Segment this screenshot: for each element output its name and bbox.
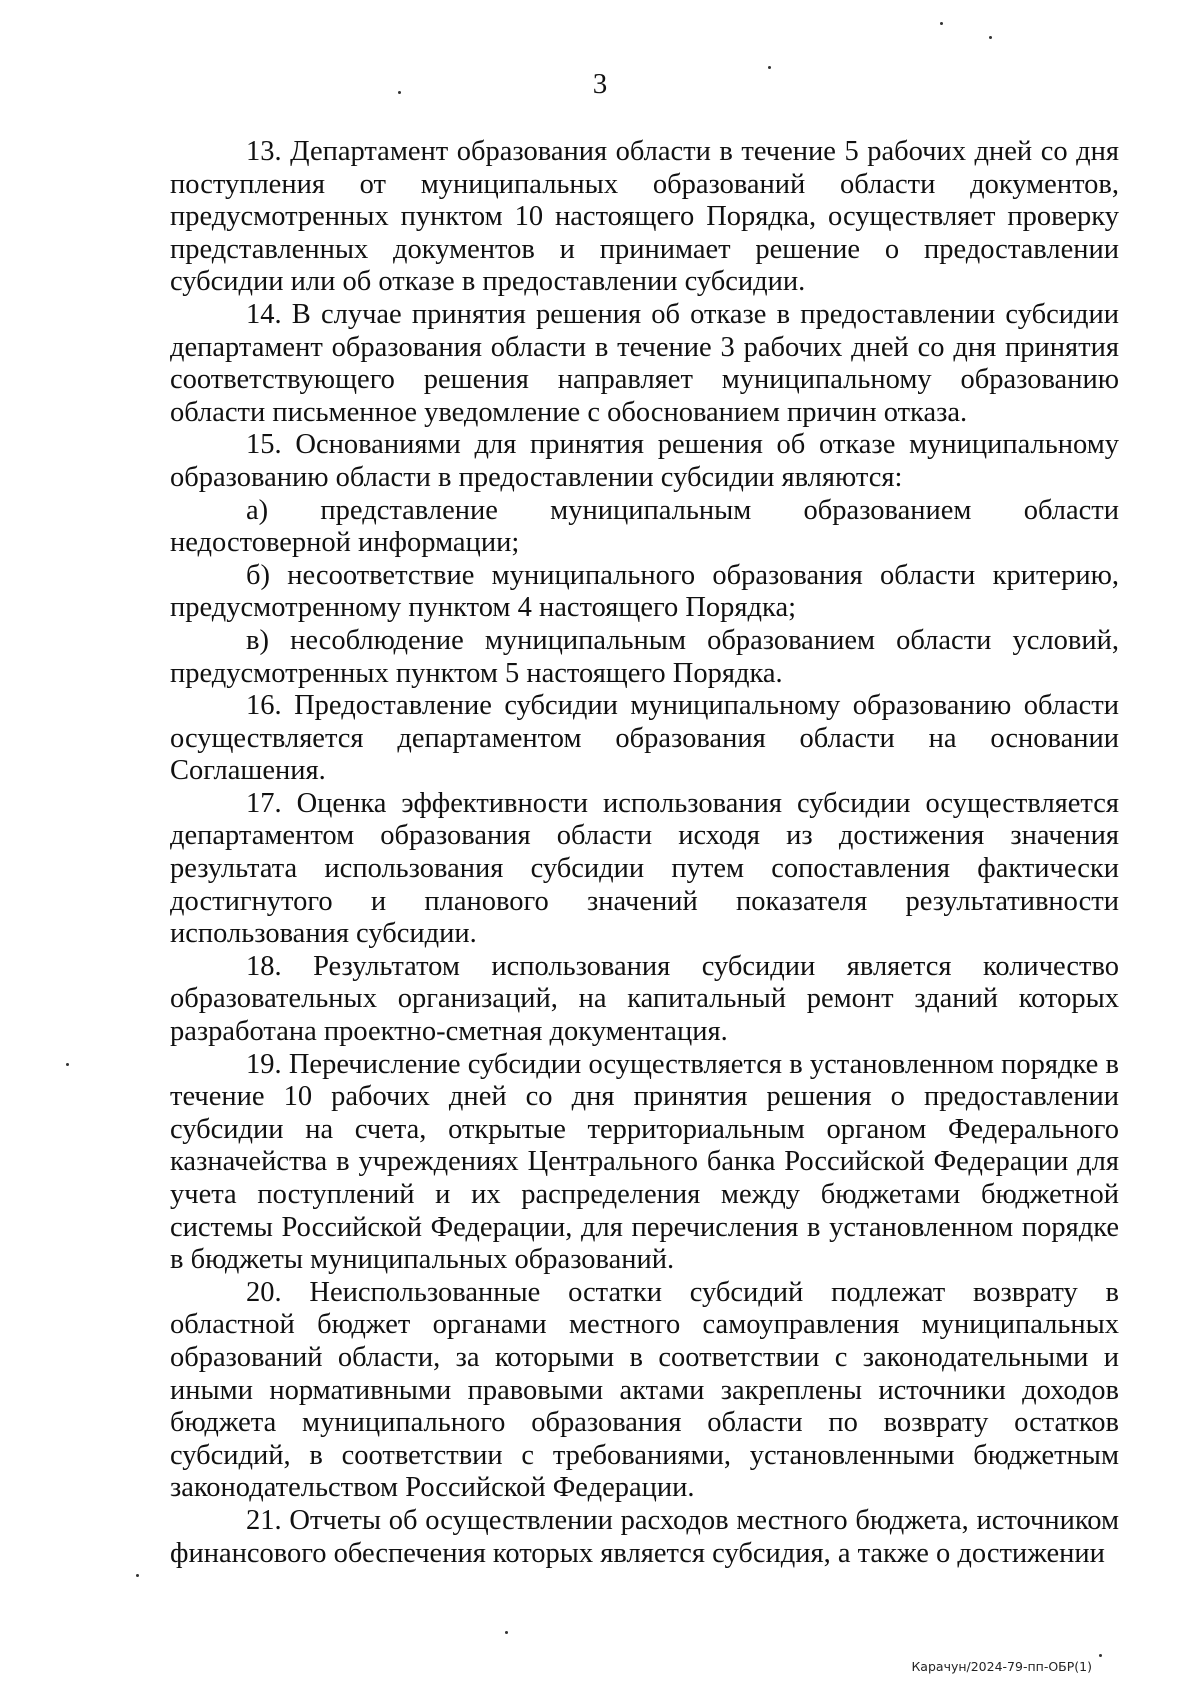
paragraph-15: 15. Основаниями для принятия решения об отказе муниципальному образованию области в предоставлении субсидии являются:	[170, 429, 1119, 493]
scan-speck	[398, 91, 401, 94]
paragraph-16: 16. Предоставление субсидии муниципальному образованию области осуществляется департаментом образования области на основании Соглашения.	[170, 690, 1119, 787]
scan-speck	[768, 66, 771, 69]
paragraph-15-item-b: б) несоответствие муниципального образования области критерию, предусмотренному пунктом 4 настоящего Порядка;	[170, 559, 1119, 624]
page-number: 3	[592, 68, 608, 100]
document-registration-code: Карачун/2024-79-пп-ОБР(1)	[911, 1659, 1092, 1674]
scan-speck	[505, 1631, 508, 1634]
paragraph-20: 20. Неиспользованные остатки субсидий подлежат возврату в областной бюджет органами местного самоуправления муниципальных образований области, за которыми в соответствии с законодательными и иными нормативными правовыми актами закреплены источники доходов бюджета муниципального образования области по возврату остатков субсидий, в соответствии с требованиями, установленными бюджетным законодательством Российской Федерации.	[170, 1276, 1119, 1504]
paragraph-14: 14. В случае принятия решения об отказе в предоставлении субсидии департамент образования области в течение 3 рабочих дней со дня принятия соответствующего решения направляет муниципальному образованию области письменное уведомление с обоснованием причин отказа.	[170, 298, 1119, 428]
paragraph-15-item-v: в) несоблюдение муниципальным образованием области условий, предусмотренных пунктом 5 настоящего Порядка.	[170, 624, 1119, 689]
paragraph-15-item-a: а) представление муниципальным образованием области недостоверной информации;	[170, 494, 1119, 559]
scan-speck	[940, 22, 943, 25]
paragraph-18: 18. Результатом использования субсидии является количество образовательных организаций, на капитальный ремонт зданий которых разработана проектно-сметная документация.	[170, 950, 1119, 1048]
paragraph-21: 21. Отчеты об осуществлении расходов местного бюджета, источником финансового обеспечения которых является субсидия, а также о достижении	[170, 1504, 1119, 1569]
document-body	[170, 136, 1119, 1570]
paragraph-13: 13. Департамент образования области в течение 5 рабочих дней со дня поступления от муниципальных образований области документов, предусмотренных пунктом 10 настоящего Порядка, осуществляет проверку представленных документов и принимает решение о предоставлении субсидии или об отказе в предоставлении субсидии.	[170, 136, 1119, 298]
paragraph-17: 17. Оценка эффективности использования субсидии осуществляется департаментом образования области исходя из достижения значения результата использования субсидии путем сопоставления фактически достигнутого и планового значений показателя результативности использования субсидии.	[170, 787, 1119, 950]
scan-speck	[136, 1574, 139, 1577]
scan-speck	[66, 1063, 69, 1066]
paragraph-19: 19. Перечисление субсидии осуществляется в установленном порядке в течение 10 рабочих дней со дня принятия решения о предоставлении субсидии на счета, открытые территориальным органом Федерального казначейства в учреждениях Центрального банка Российской Федерации для учета поступлений и их распределения между бюджетами бюджетной системы Российской Федерации, для перечисления в установленном порядке в бюджеты муниципальных образований.	[170, 1048, 1119, 1276]
scan-speck	[989, 36, 992, 39]
scan-speck	[1099, 1654, 1102, 1657]
